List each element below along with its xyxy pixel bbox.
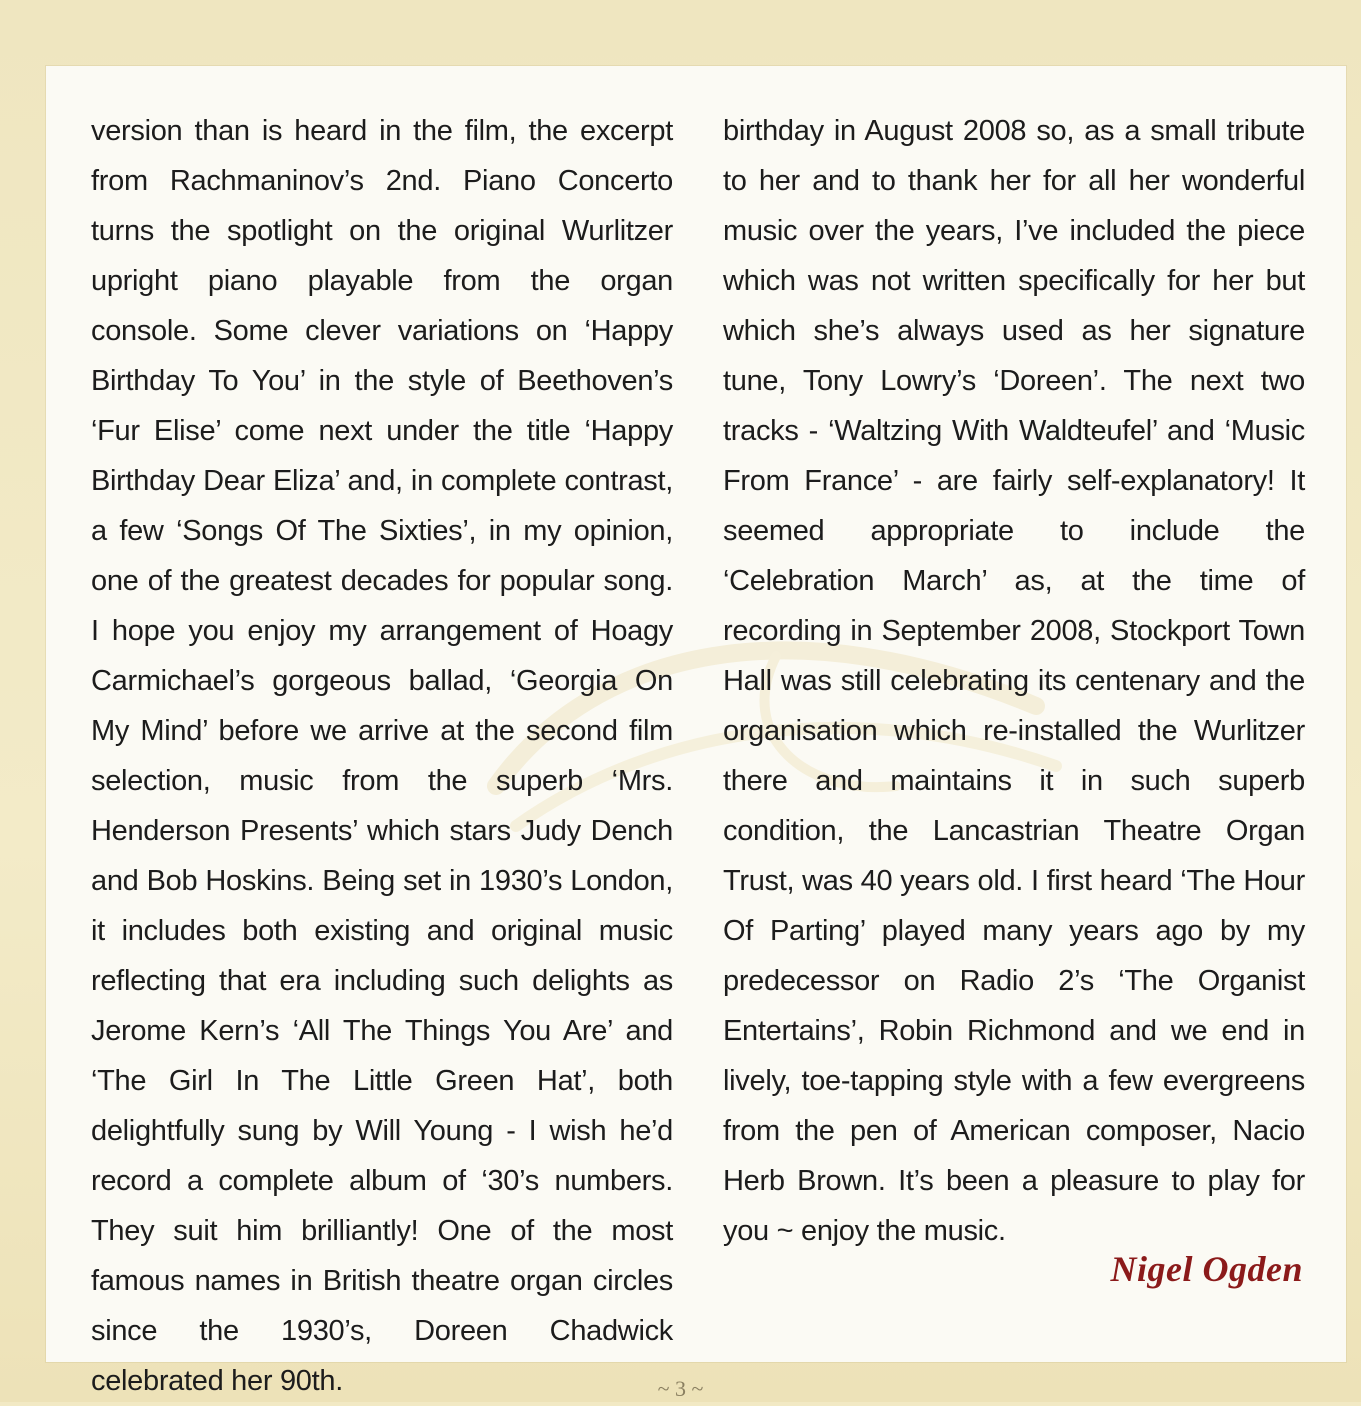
paragraph-left: version than is heard in the film, the excerpt from Rachmaninov’s 2nd. Piano Concerto turns the spotlight on the original Wurlitzer upright piano playable from the organ console. Some clever variations on ‘Happy Birthday To You’ in the style of Beethoven’s ‘Fur Elise’ come next under the title ‘Happy Birthday Dear Eliza’ and, in complete contrast, a few ‘Songs Of The Sixties’, in my opinion, one of the greatest decades for popular song. I hope you enjoy my arrangement of Hoagy Carmichael’s gorgeous ballad, ‘Georgia On My Mind’ before we arrive at the second film selection, music from the superb ‘Mrs. Henderson Presents’ which stars Judy Dench and Bob Hoskins. Being set in 1930’s London, it includes both existing and original music reflecting that era including such delights as Jerome Kern’s ‘All The Things You Are’ and ‘The Girl In The Little Green Hat’, both delightfully sung by Will Young - I wish he’d record a complete album of ‘30’s numbers. They suit him brilliantly! One of the most famous names in British theatre organ circles since the 1930’s, Doreen Chadwick celebrated her 90th.	[91, 115, 673, 1397]
paragraph-right: birthday in August 2008 so, as a small tribute to her and to thank her for all her wonderful music over the years, I’ve included the piece which was not written specifically for her but which she’s always used as her signature tune, Tony Lowry’s ‘Doreen’. The next two tracks - ‘Waltzing With Waldteufel’ and ‘Music From France’ - are fairly self-explanatory! It seemed appropriate to include the ‘Celebration March’ as, at the time of recording in September 2008, Stockport Town Hall was still celebrating its centenary and the organisation which re-installed the Wurlitzer there and maintains it in such superb condition, the Lancastrian Theatre Organ Trust, was 40 years old. I first heard ‘The Hour Of Parting’ played many years ago by my predecessor on Radio 2’s ‘The Organist Entertains’, Robin Richmond and we end in lively, toe-tapping style with a few evergreens from the pen of American composer, Nacio Herb Brown. It’s been a pleasure to play for you ~ enjoy the music.	[723, 115, 1305, 1247]
page-number: ~ 3 ~	[657, 1376, 704, 1401]
body-text-left-column	[91, 106, 673, 1406]
body-text-right-column	[723, 106, 1305, 1256]
author-signature: Nigel Ogden	[1110, 1249, 1303, 1289]
